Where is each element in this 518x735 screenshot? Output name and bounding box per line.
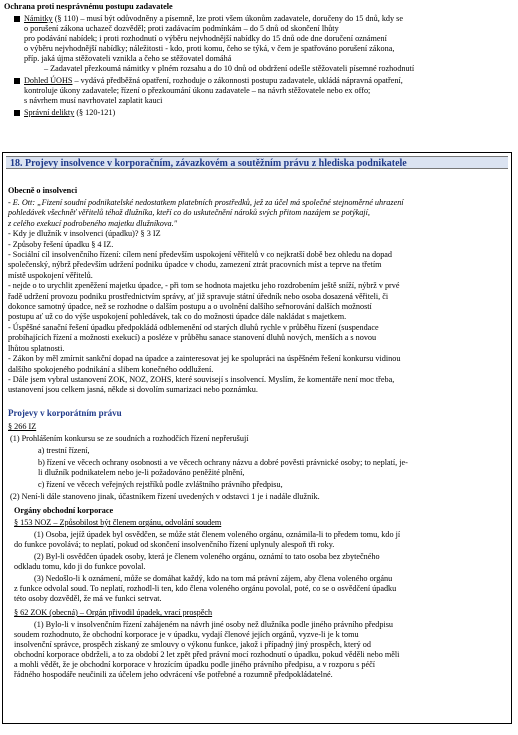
- p62-line: a mohli vědět, že je obchodní korporace v hrozícím úpadku podle jiného právního předpisu, a v rozporu s péčí: [14, 660, 376, 669]
- spravni-text: (§ 120-121): [74, 108, 116, 117]
- korporat-line: li dlužník podnikatelem nebo je-li požadováno peněžité plnění,: [38, 468, 245, 477]
- namitky-line-4: o výběru nejvhodnější nabídky; náležitosti - kdo, proti komu, čeho se týká, v čem je spatřováno porušení zákona,: [24, 44, 395, 53]
- p153-line: této osoby dozvěděl, že má ve funkci setrvat.: [14, 594, 162, 603]
- para-62-link[interactable]: § 62 ZOK (obecná) – Orgán přivodil úpadek, vrací prospěch: [14, 608, 213, 617]
- p62-line: soudem rozhodnuto, že obchodní korporace je v úpadku, vydají členové jejích orgánů, vyzve-li je k tomu: [14, 630, 359, 639]
- para-266-link[interactable]: § 266 IZ: [8, 422, 37, 431]
- dohled-line-3: s návrhem musí navrhovatel zaplatit kauci: [24, 96, 163, 105]
- namitky-line-6: – Zadavatel přezkoumá námitky v plném rozsahu a do 10 dnů od obdržení odešle stěžovateli písemné rozhodnutí: [44, 64, 415, 73]
- section-title: 18. Projevy insolvence v korporačním, závazkovém a soutěžním právu z hlediska podnikatele: [6, 156, 508, 169]
- p62-line: řádného hospodáře neučinili za účelem jeho odvrácení vše potřebné a rozumně předpokládatelné.: [14, 670, 333, 679]
- obecne-line: - Kdy je dlužník v insolvenci (úpadku)? § 3 IZ: [8, 229, 161, 239]
- korporat-line: b) řízení ve věcech ochrany osobnosti a ve věcech ochrany názvu a dobré pověsti právnické osoby; to neplatí, je-: [38, 458, 408, 467]
- obecne-line: místě uspokojení věřitelů.: [8, 270, 93, 280]
- namitky-line-3: pro podávání nabídek; i proti rozhodnutí o výběru nejvhodnější nabídky do 15 dnů ode dne doručení oznámení: [24, 34, 387, 43]
- p153-line: (1) Osoba, jejíž úpadek byl osvědčen, se může stát členem voleného orgánu, oznámila-li to předem tomu, kdo jí: [34, 530, 401, 539]
- obecne-line: dokonce samotný úpadce, než se rozhodne o dalším postupu a o uvolnění dalšího seřnorování dalších možností: [8, 302, 372, 312]
- p62-line: insolvenční správce, prospěch získaný ze smlouvy o výkonu funkce, jakož i případný jiný prospěch, který od: [14, 640, 371, 649]
- obecne-line: probíhajících řízení a možnosti exekucí) a posléze v průběhu sanace stanovení dluhů nových, menších a s novou: [8, 333, 377, 343]
- obecne-line: z celého exekucí podrobeného majetku dlužníkova.": [8, 218, 178, 228]
- p153-line: (2) Byl-li osvědčen úpadek osoby, která je členem voleného orgánu, oznámí to tato osoba bez zbytečného: [34, 552, 380, 561]
- obecne-line: společenský, nýbrž především udržení podniku úpadce v chodu, zamezení ztrát pracovních míst a teprve na třetím: [8, 260, 382, 270]
- p62-line: (1) Bylo-li v insolvenčním řízení zahájeném na návrh jiné osoby než dlužníka podle jiného právního předpisu: [34, 620, 394, 629]
- p153-line: odkladu tomu, kdo ji do funkce povolal.: [14, 562, 146, 571]
- obecne-list: [8, 198, 508, 396]
- heading-organy: Orgány obchodní korporace: [14, 506, 114, 515]
- obecne-line: - Zákon by měl zmírnit sankční dopad na úpadce a zainteresovat jej ke spolupráci na úspěšném řešení konkursu vidinou: [8, 354, 401, 364]
- dohled-text: – vydává předběžná opatření, rozhoduje o zákonnosti postupu zadavatele, ukládá nápravná opatření,: [72, 76, 403, 85]
- namitky-text: (§ 110) – musí být odůvodněny a písemně, lze proti všem úkonům zadavatele, doručeny do 15 dnů, kdy se: [52, 14, 403, 23]
- dohled-line-2: kontroluje úkony zadavatele; řízení o přezkoumání úkonu zadavatele – na návrh stěžovatele nebo ex offo;: [24, 86, 371, 95]
- obecne-line: - Způsoby řešení úpadku § 4 IZ.: [8, 239, 114, 249]
- korporat-line: c) řízení ve věcech veřejných rejstříků podle zvláštního právního předpisu,: [38, 480, 283, 489]
- heading-obecne: Obecně o insolvenci: [8, 186, 78, 195]
- dohled-link[interactable]: Dohled ÚOHS: [24, 76, 73, 85]
- obecne-line: pohledávek všechněť věřitelů téhož dlužníka, kteří co do uskutečnění nároků svých přitom nazájem se potýkají,: [8, 208, 370, 218]
- obecne-line: - Sociální cíl insolvenčního řízení: cílem není především uspokojení věřitelů v co nejkratší době bez ohledu na dopad: [8, 250, 393, 260]
- bullet-square-icon: [14, 78, 20, 84]
- korporat-line: (1) Prohlášením konkursu se ze soudních a rozhodčích řízení nepřerušují: [10, 434, 249, 443]
- spravni-line: [24, 108, 115, 118]
- obecne-line: lhůtou splatnosti.: [8, 343, 65, 353]
- p153-line: z funkce odvolal soud. To neplatí, rozhodl-li ten, kdo člena voleného orgánu povolal, poté, co se o osvědčení úpadku: [14, 584, 397, 593]
- obecne-line: - Úspěšné sanační řešení úpadku předpokládá odblemenění od starých dluhů rychle v průběhu řízení (suspendace: [8, 322, 379, 332]
- obecne-line: - E. Ott: „Fizení soudní podnikatelské nedostatkem platebních prostředků, jež za účel má společné stejnoměrné uhrazení: [8, 198, 404, 207]
- namitky-line-2: o porušení zákona uchazeč dozvěděl; proti zadávacím podmínkám – do 5 dnů od skončení lhůty: [24, 24, 339, 33]
- namitky-line-5: příp. jaká újma stěžovateli vznikla a čeho se stěžovatel domáhá: [24, 54, 232, 63]
- obecne-line: dalšího spokojeného podnikání a slibem konečného oddlužení.: [8, 364, 214, 374]
- namitky-line-1: [24, 14, 403, 24]
- obecne-line: řadě udržení provozu podniku prostřednictvím správy, ať již spravuje státní úředník nebo osoba dosazená věřiteli, či: [8, 291, 389, 301]
- obecne-line: ustanovení jsou celkem jasná, někde si dovolím sumarizaci nebo poznámku.: [8, 385, 258, 395]
- heading-korporat: Projevy v korporátním právu: [8, 408, 122, 418]
- obecne-line: postupu ať už co do výše uspokojení pohledávek, tak co do možnosti úpadce dále nakládat s majetkem.: [8, 312, 347, 322]
- spravni-link[interactable]: Správní delikty: [24, 108, 75, 117]
- korporat-line: a) trestní řízení,: [38, 446, 90, 455]
- namitky-link[interactable]: Námitky: [24, 14, 53, 23]
- bullet-square-icon: [14, 16, 20, 22]
- obecne-line: - Dále jsem vybral ustanovení ZOK, NOZ, ZOHS, které souvisejí s insolvencí. Myslím, že komentáře není moc třeba,: [8, 374, 395, 384]
- para-153-link[interactable]: § 153 NOZ – Způsobilost být členem orgánu, odvolání soudem: [14, 518, 222, 527]
- dohled-line-1: [24, 76, 403, 86]
- bullet-square-icon: [14, 110, 20, 116]
- korporat-line: (2) Není-li dále stanoveno jinak, účastníkem řízení uvedených v odstavci 1 je i nadále dlužník.: [10, 492, 320, 501]
- heading-ochrana: Ochrana proti nesprávnému postupu zadavatele: [4, 2, 173, 11]
- obecne-line: - nejde o to urychlit zpeněžení majetku úpadce, - při tom se hodnota majetku jeho rozdrobením ještě sníží, nýbrž v prvé: [8, 281, 400, 291]
- p153-line: do funkce povolává; to neplatí, pokud od skončení insolvenčního řízení uplynuly alespoň tři roky.: [14, 540, 335, 549]
- p62-line: obchodní korporace obdrželi, a to za období 2 let zpět před právní mocí rozhodnutí o úpadku, pokud věděli nebo měli: [14, 650, 400, 659]
- p153-line: (3) Nedošlo-li k oznámení, může se domáhat každý, kdo na tom má právní zájem, aby člena voleného orgánu: [34, 574, 393, 583]
